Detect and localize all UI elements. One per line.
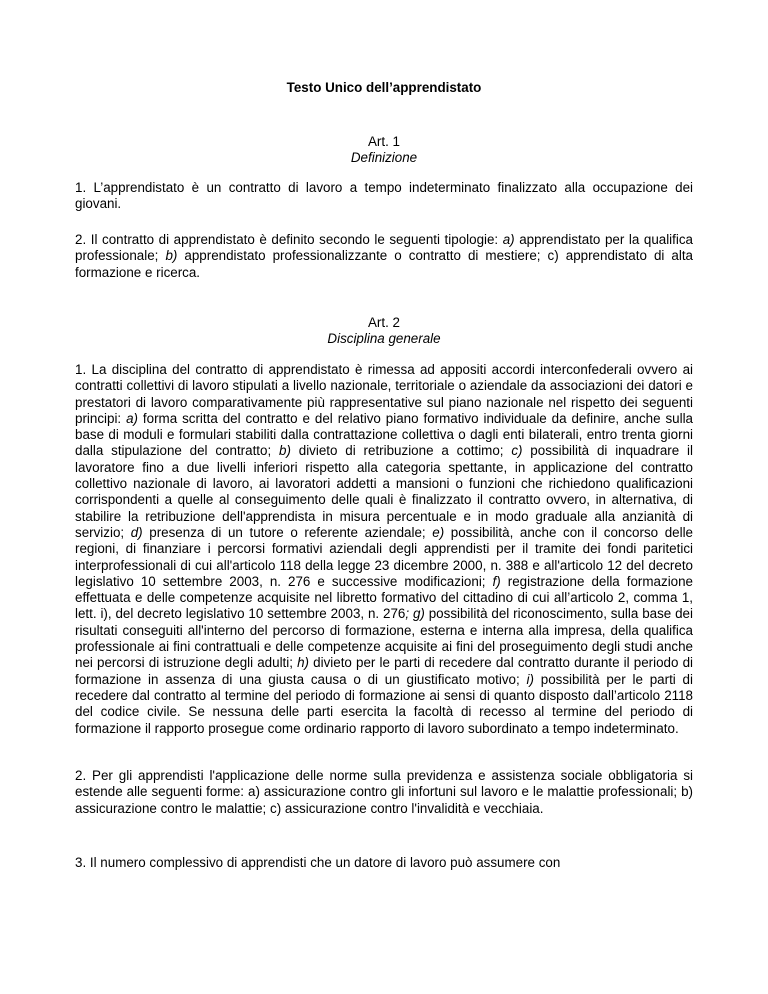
article-2-paragraph-3: 3. Il numero complessivo di apprendisti che un datore di lavoro può assumere con [75,855,561,870]
article-2-paragraph-2: 2. Per gli apprendisti l'applicazione delle norme sulla previdenza e assistenza sociale obbligatoria si estende alle seguenti forme: a) assicurazione contro gli infortuni sul lavoro e le malattie professionali; b) assicurazione contro le malattie; c) assicurazione contro l'invalidità e vecchiaia. [75,768,693,816]
article-1-header [0,134,768,166]
article-1-paragraph-1: 1. L’apprendistato è un contratto di lavoro a tempo indeterminato finalizzato alla occupazione dei giovani. [75,180,693,212]
article-2-subheading: Disciplina generale [327,331,441,346]
article-1-paragraph-2: 2. Il contratto di apprendistato è definito secondo le seguenti tipologie: a) apprendistato per la qualifica professionale; b) apprendistato professionalizzante o contratto di mestiere; c) apprendistato di alta formazione e ricerca. [75,232,694,280]
article-1-subheading: Definizione [350,150,418,165]
article-2-heading: Art. 2 [368,315,400,330]
article-2-paragraph-1: 1. La disciplina del contratto di apprendistato è rimessa ad appositi accordi interconfederali ovvero ai contratti collettivi di lavoro stipulati a livello nazionale, territoriale o aziendale da associazioni dei datori e prestatori di lavoro comparativamente più rappresentative sul piano nazionale nel rispetto dei seguenti principi: a) forma scritta del contratto e del relativo piano formativo individuale da definire, anche sulla base di moduli e formulari stabiliti dalla contrattazione collettiva o dagli enti bilaterali, entro trenta giorni dalla stipulazione del contratto; b) divieto di retribuzione a cottimo; c) possibilità di inquadrare il lavoratore fino a due livelli inferiori rispetto alla categoria spettante, in applicazione del contratto collettivo nazionale di lavoro, ai lavoratori addetti a mansioni o funzioni che richiedono qualificazioni corrispondenti a quelle al conseguimento delle quali è finalizzato il contratto ovvero, in alternativa, di stabilire la retribuzione dell'apprendista in misura percentuale e in modo graduale alla anzianità di servizio; d) presenza di un tutore o referente aziendale; e) possibilità, anche con il concorso delle regioni, di finanziare i percorsi formativi aziendali degli apprendisti per il tramite dei fondi paritetici interprofessionali di cui all'articolo 118 della legge 23 dicembre 2000, n. 388 e all'articolo 12 del decreto legislativo 10 settembre 2003, n. 276 e successive modificazioni; f) registrazione della formazione effettuata e delle competenze acquisite nel libretto formativo del cittadino di cui all’articolo 2, comma 1, lett. i), del decreto legislativo 10 settembre 2003, n. 276; g) possibilità del riconoscimento, sulla base dei risultati conseguiti all'interno del percorso di formazione, esterna e interna alla impresa, della qualifica professionale ai fini contrattuali e delle competenze acquisite ai fini del proseguimento degli studi anche nei percorsi di istruzione degli adulti; h) divieto per le parti di recedere dal contratto durante il periodo di formazione in assenza di una giusta causa o di un giustificato motivo; i) possibilità per le parti di recedere dal contratto al termine del periodo di formazione ai sensi di quanto disposto dall’articolo 2118 del codice civile. Se nessuna delle parti esercita la facoltà di recesso al termine del periodo di formazione il rapporto prosegue come ordinario rapporto di lavoro subordinato a tempo indeterminato. [75,362,694,736]
article-2-header [0,315,768,347]
article-1-heading: Art. 1 [368,134,400,149]
document-title: Testo Unico dell’apprendistato [286,80,482,95]
